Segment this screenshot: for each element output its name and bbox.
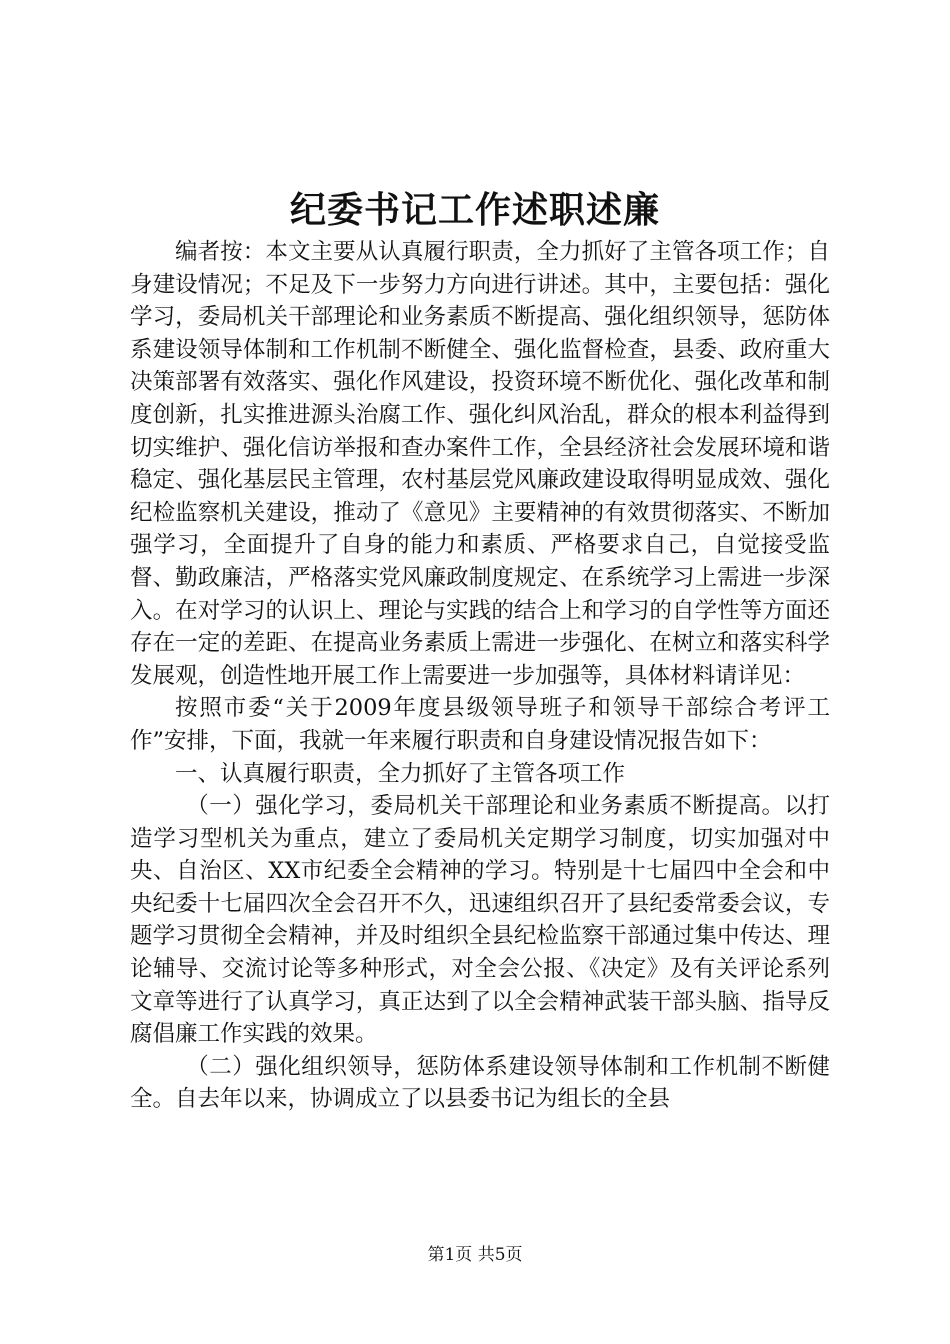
subsection-paragraph-2: （二）强化组织领导，惩防体系建设领导体制和工作机制不断健全。自去年以来，协调成立了以县委书记为组长的全县 bbox=[130, 1053, 830, 1113]
page-number-footer: 第1页 共5页 bbox=[427, 1245, 523, 1265]
section-heading: 一、认真履行职责，全力抓好了主管各项工作 bbox=[175, 760, 626, 787]
subsection-paragraph-1: （一）强化学习，委局机关干部理论和业务素质不断提高。以打造学习型机关为重点，建立了委局机关定期学习制度，切实加强对中央、自治区、XX市纪委全会精神的学习。特别是十七届四中全会和中央纪委十七届四次全会召开不久，迅速组织召开了县纪委常委会议，专题学习贯彻全会精神，并及时组织全县纪检监察干部通过集中传达、理论辅导、交流讨论等多种形式，对全会公报、《决定》及有关评论系列文章等进行了认真学习，真正达到了以全会精神武装干部头脑、指导反腐倡廉工作实践的效果。 bbox=[130, 793, 830, 1048]
document-body bbox=[130, 236, 830, 1116]
editor-note-paragraph: 编者按：本文主要从认真履行职责，全力抓好了主管各项工作；自身建设情况；不足及下一步努力方向进行讲述。其中，主要包括：强化学习，委局机关干部理论和业务素质不断提高、强化组织领导，惩防体系建设领导体制和工作机制不断健全、强化监督检查，县委、政府重大决策部署有效落实、强化作风建设，投资环境不断优化、强化改革和制度创新，扎实推进源头治腐工作、强化纠风治乱，群众的根本利益得到切实维护、强化信访举报和查办案件工作，全县经济社会发展环境和谐稳定、强化基层民主管理，农村基层党风廉政建设取得明显成效、强化纪检监察机关建设，推动了《意见》主要精神的有效贯彻落实、不断加强学习，全面提升了自身的能力和素质、严格要求自己，自觉接受监督、勤政廉洁，严格落实党风廉政制度规定、在系统学习上需进一步深入。在对学习的认识上、理论与实践的结合上和学习的自学性等方面还存在一定的差距、在提高业务素质上需进一步强化、在树立和落实科学发展观，创造性地开展工作上需要进一步加强等，具体材料请详见： bbox=[130, 239, 830, 689]
document-title: 纪委书记工作述职述廉 bbox=[289, 189, 660, 231]
intro-paragraph: 按照市委“关于2009年度县级领导班子和领导干部综合考评工作”安排，下面，我就一年来履行职责和自身建设情况报告如下： bbox=[130, 695, 830, 754]
